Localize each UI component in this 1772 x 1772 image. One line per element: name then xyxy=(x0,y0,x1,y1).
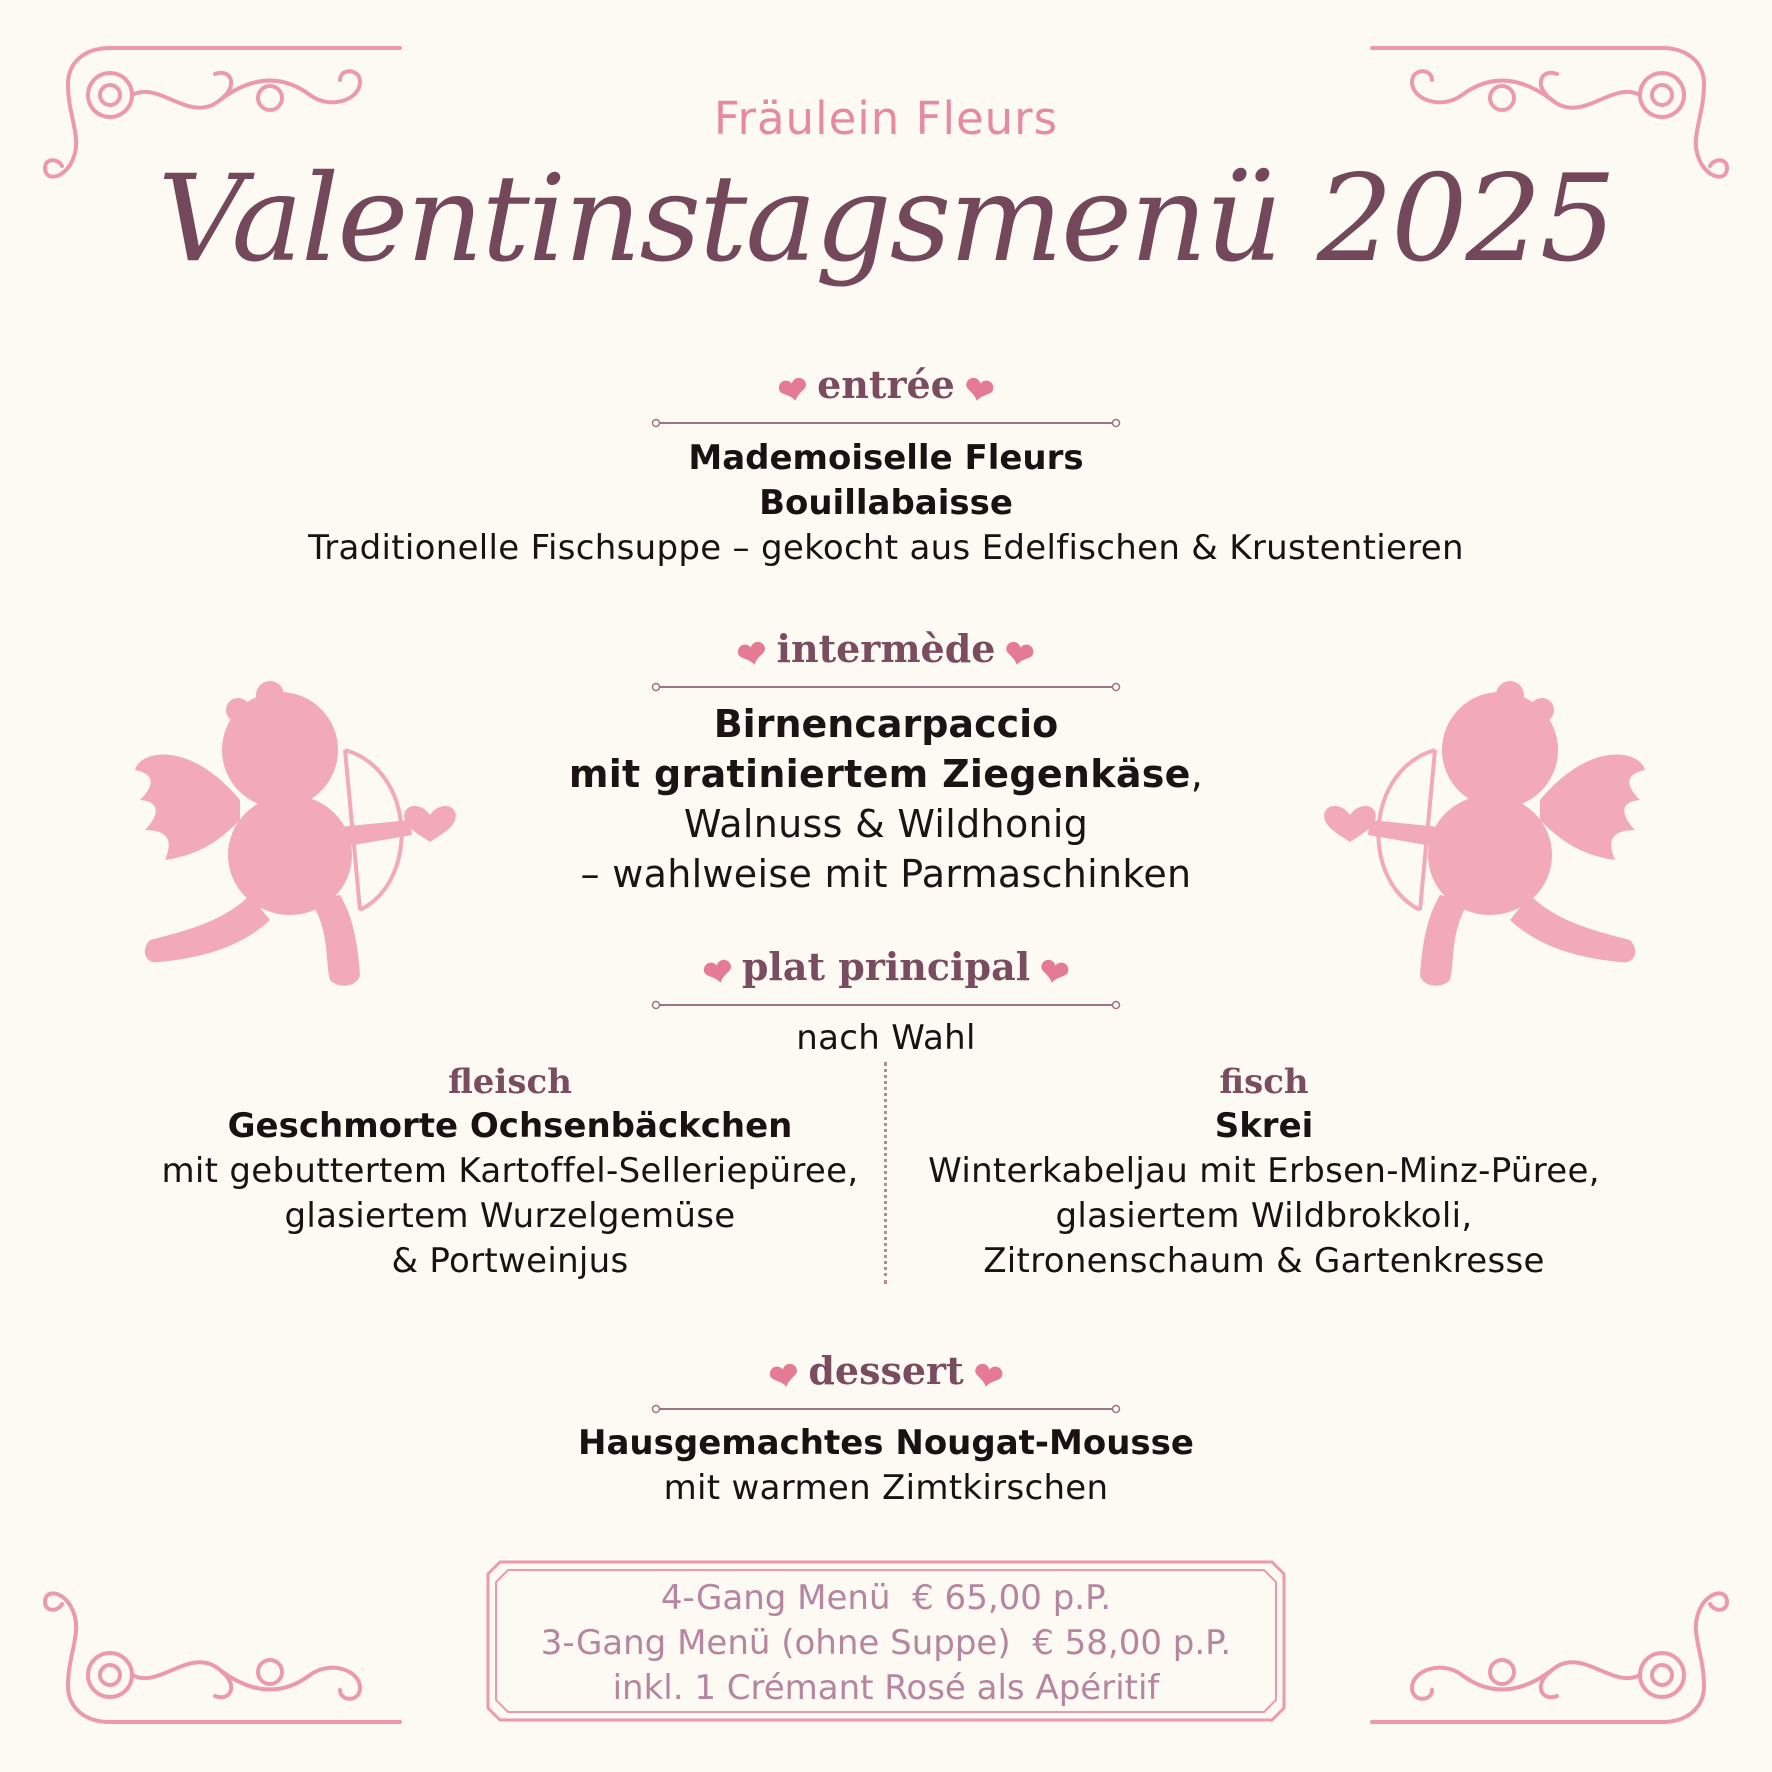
section-heading-plat xyxy=(0,944,1772,997)
section-heading-intermede xyxy=(0,626,1772,679)
heart-icon: ❤ xyxy=(733,630,772,679)
section-heading-entree xyxy=(0,362,1772,415)
section-heading-dessert xyxy=(0,1348,1772,1401)
menu-title: Valentinstagsmenü 2025 xyxy=(157,150,1615,289)
meat-desc-line3: & Portweinjus xyxy=(391,1241,629,1281)
plat-subtitle: nach Wahl xyxy=(796,1018,976,1058)
meat-heading: fleisch xyxy=(448,1062,572,1102)
dessert-heading: dessert xyxy=(808,1348,964,1393)
fish-desc-line1: Winterkabeljau mit Erbsen-Minz-Püree, xyxy=(928,1151,1600,1191)
fish-column xyxy=(906,1060,1622,1284)
price-info xyxy=(486,1576,1286,1711)
section-divider xyxy=(651,1000,1121,1010)
intermede-heading: intermède xyxy=(776,626,996,671)
heart-icon: ❤ xyxy=(774,366,813,415)
dessert-description: mit warmen Zimtkirschen xyxy=(663,1468,1109,1508)
entree-dish-line2: Bouillabaisse xyxy=(759,483,1013,523)
entree-description: Traditionelle Fischsuppe – gekocht aus Edelfischen & Krustentieren xyxy=(308,528,1464,568)
heart-icon: ❤ xyxy=(1000,630,1039,679)
intermede-desc-line1: Walnuss & Wildhonig xyxy=(683,802,1089,846)
corner-flourish-bottom-right-icon xyxy=(1362,1560,1732,1730)
heart-icon: ❤ xyxy=(959,366,998,415)
plat-heading: plat principal xyxy=(741,944,1031,989)
intermede-dish-line2-suffix: , xyxy=(1190,752,1204,796)
meat-desc-line2: glasiertem Wurzelgemüse xyxy=(284,1196,736,1236)
entree-dish-line1: Mademoiselle Fleurs xyxy=(688,438,1084,478)
entree-heading: entrée xyxy=(817,362,955,407)
price-line1: 4-Gang Menü € 65,00 p.P. xyxy=(660,1578,1112,1618)
heart-icon: ❤ xyxy=(765,1352,804,1401)
corner-flourish-bottom-left-icon xyxy=(40,1560,410,1730)
meat-desc-line1: mit gebuttertem Kartoffel-Selleriepüree, xyxy=(161,1151,859,1191)
heart-icon: ❤ xyxy=(968,1352,1007,1401)
restaurant-name: Fräulein Fleurs xyxy=(713,92,1059,145)
section-divider xyxy=(651,682,1121,692)
fish-desc-line3: Zitronenschaum & Gartenkresse xyxy=(983,1241,1545,1281)
fish-desc-line2: glasiertem Wildbrokkoli, xyxy=(1055,1196,1473,1236)
intermede-dish-line1: Birnencarpaccio xyxy=(713,702,1059,746)
heart-icon: ❤ xyxy=(1034,948,1074,997)
section-divider xyxy=(651,1404,1121,1414)
fish-dish: Skrei xyxy=(1214,1106,1314,1146)
intermede-dish-line2: mit gratiniertem Ziegenkäse xyxy=(568,752,1191,796)
intermede-dish-line2-wrap xyxy=(0,749,1772,799)
price-line3: inkl. 1 Crémant Rosé als Apéritif xyxy=(612,1668,1160,1708)
meat-column xyxy=(150,1060,870,1284)
heart-icon: ❤ xyxy=(698,948,738,997)
column-divider xyxy=(884,1062,887,1284)
meat-dish: Geschmorte Ochsenbäckchen xyxy=(227,1106,793,1146)
intermede-desc-line2: – wahlweise mit Parmaschinken xyxy=(580,852,1192,896)
dessert-dish: Hausgemachtes Nougat-Mousse xyxy=(578,1423,1194,1463)
section-divider xyxy=(651,418,1121,428)
price-line2: 3-Gang Menü (ohne Suppe) € 58,00 p.P. xyxy=(540,1623,1232,1663)
fish-heading: fisch xyxy=(1219,1062,1309,1102)
